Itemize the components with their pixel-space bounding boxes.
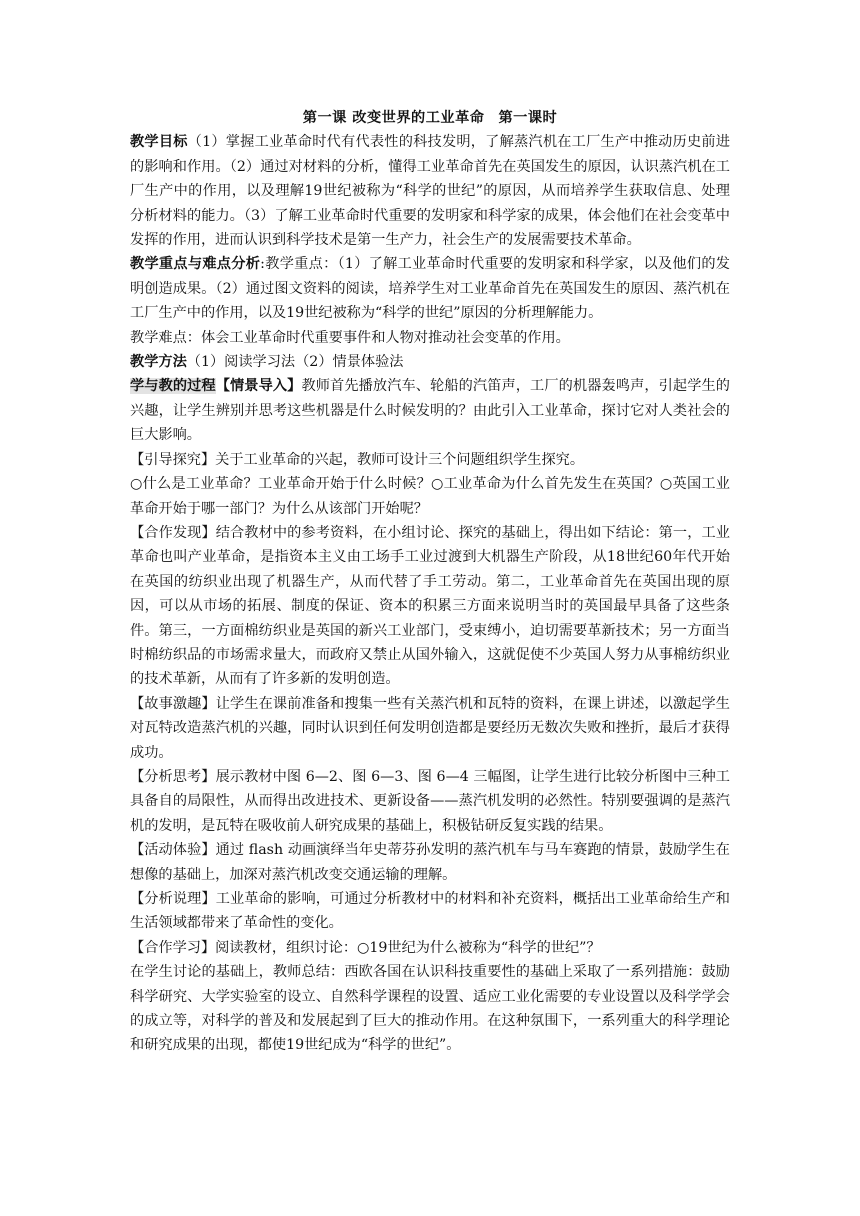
teaching-goals-paragraph	[130, 130, 730, 252]
activity-paragraph: 【活动体验】通过 flash 动画演绎当年史蒂芬孙发明的蒸汽机车与马车赛跑的情景，鼓励学生在想像的基础上，加深对蒸汽机改变交通运输的理解。	[130, 842, 730, 883]
process-text: 教师首先播放汽车、轮船的汽笛声，工厂的机器轰鸣声，引起学生的兴趣，让学生辨别并思考这些机器是什么时候发明的？由此引入工业革命，探讨它对人类社会的巨大影响。	[130, 378, 730, 444]
key-points-text: :教学重点：（1）了解工业革命时代重要的发明家和科学家，以及他们的发明创造成果。（2）通过图文资料的阅读，培养学生对工业革命首先在英国发生的原因、蒸汽机在工厂生产中的作用，以及19世纪被称为“科学的世纪”原因的分析理解能力。	[130, 256, 730, 322]
document-page	[130, 106, 730, 1058]
cooperative-study-paragraph: 【合作学习】阅读教材，组织讨论：○19世纪为什么被称为“科学的世纪”？	[130, 939, 601, 956]
questions-paragraph: ○什么是工业革命？工业革命开始于什么时候？○工业革命为什么首先发生在英国？○英国工业革命开始于哪一部门？为什么从该部门开始呢？	[130, 476, 730, 517]
analysis-paragraph: 【分析思考】展示教材中图 6—2、图 6—3、图 6—4 三幅图，让学生进行比较分析图中三种工具备自的局限性，从而得出改进技术、更新设备——蒸汽机发明的必然性。特别要强调的是蒸汽机的发明，是瓦特在吸收前人研究成果的基础上，积极钻研反复实践的结果。	[130, 768, 730, 834]
key-points-label: 教学重点与难点分析	[130, 256, 261, 273]
methods-paragraph	[130, 350, 730, 374]
teaching-goals-label: 教学目标	[130, 134, 188, 151]
summary-paragraph: 在学生讨论的基础上，教师总结：西欧各国在认识科技重要性的基础上采取了一系列措施：鼓励科学研究、大学实验室的设立、自然科学课程的设置、适应工业化需要的专业设置以及科学学会的成立等，对科学的普及和发展起到了巨大的推动作用。在这种氛围下，一系列重大的科学理论和研究成果的出现，都使19世纪成为“科学的世纪”。	[130, 964, 730, 1054]
lesson-title	[130, 106, 730, 130]
cooperative-discovery-paragraph: 【合作发现】结合教材中的参考资料，在小组讨论、探究的基础上，得出如下结论：第一，工业革命也叫产业革命，是指资本主义由工场手工业过渡到大机器生产阶段，从18世纪60年代开始在英国的纺织业出现了机器生产，从而代替了手工劳动。第二，工业革命首先在英国出现的原因，可以从市场的拓展、制度的保证、资本的积累三方面来说明当时的英国最早具备了这些条件。第三，一方面棉纺织业是英国的新兴工业部门，受束缚小，迫切需要革新技术；另一方面当时棉纺织品的市场需求量大，而政府又禁止从国外输入，这就促使不少英国人努力从事棉纺织业的技术革新，从而有了许多新的发明创造。	[130, 524, 730, 688]
methods-label: 教学方法	[130, 354, 187, 371]
process-paragraph	[130, 374, 730, 447]
process-label: 学与教的过程	[130, 378, 216, 395]
story-paragraph: 【故事激趣】让学生在课前准备和搜集一些有关蒸汽机和瓦特的资料，在课上讲述，以激起学生对瓦特改造蒸汽机的兴趣，同时认识到任何发明创造都是要经历无数次失败和挫折，最后才获得成功。	[130, 695, 730, 761]
lesson-title-main: 第一课 改变世界的工业革命	[302, 110, 485, 126]
explain-paragraph: 【分析说理】工业革命的影响，可通过分析教材中的材料和补充资料，概括出工业革命给生产和生活领域都带来了革命性的变化。	[130, 891, 730, 932]
methods-text: （1）阅读学习法（2）情景体验法	[186, 354, 404, 371]
guide-paragraph: 【引导探究】关于工业革命的兴起，教师可设计三个问题组织学生探究。	[130, 451, 585, 468]
lesson-title-period: 第一课时	[498, 110, 558, 126]
teaching-goals-text: （1）掌握工业革命时代有代表性的科技发明，了解蒸汽机在工厂生产中推动历史前进的影响和作用。（2）通过对材料的分析，懂得工业革命首先在英国发生的原因，认识蒸汽机在工厂生产中的作用，以及理解19世纪被称为“科学的世纪”的原因，从而培养学生获取信息、处理分析材料的能力。（3）了解工业革命时代重要的发明家和科学家的成果，体会他们在社会变革中发挥的作用，进而认识到科学技术是第一生产力，社会生产的发展需要技术革命。	[130, 134, 730, 249]
difficulty-paragraph: 教学难点：体会工业革命时代重要事件和人物对推动社会变革的作用。	[130, 329, 570, 346]
key-points-paragraph	[130, 252, 730, 325]
process-tag: 【情景导入】	[215, 378, 302, 395]
